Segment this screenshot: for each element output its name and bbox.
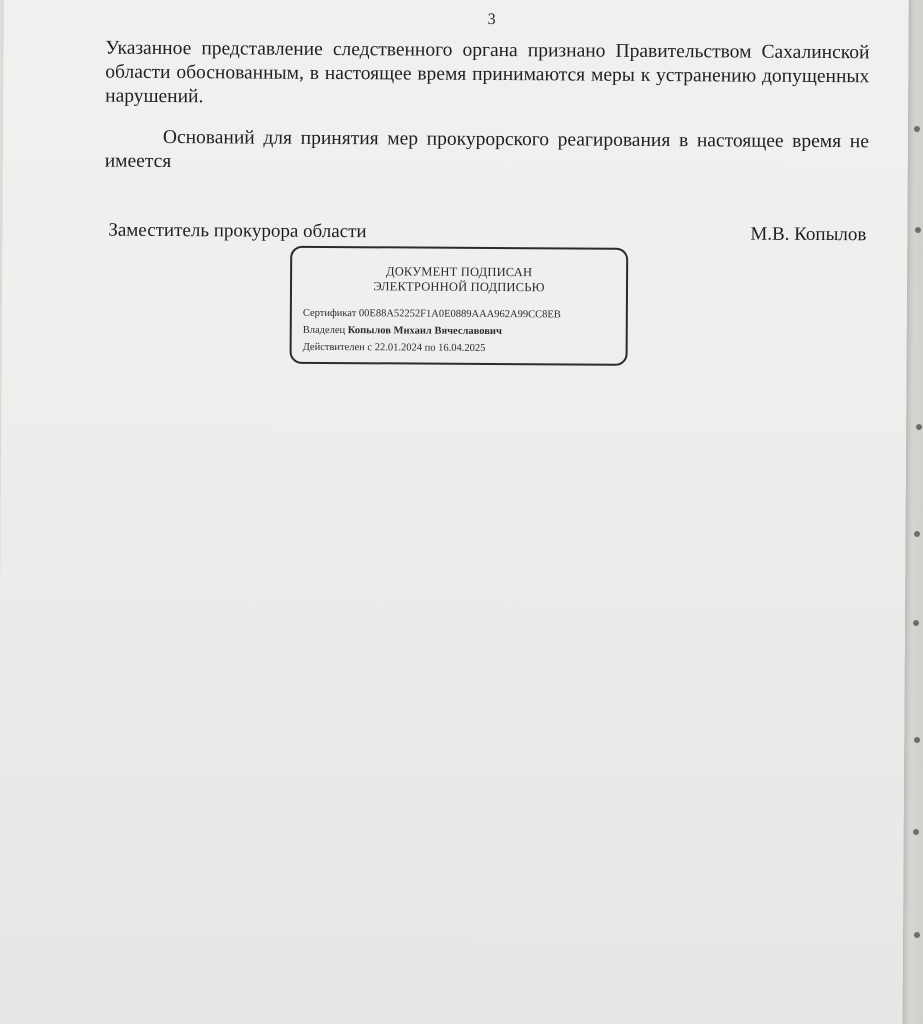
signature-block: [108, 219, 867, 246]
stamp-certificate-label: Сертификат: [302, 307, 357, 320]
binder-dot: [914, 737, 920, 743]
stamp-valid-to-label: по: [424, 342, 436, 354]
stamp-owner-value: Копылов Михаил Вячеславович: [347, 325, 502, 338]
stamp-valid-to: 16.04.2025: [438, 342, 486, 354]
stamp-certificate-value: 00E88A52252F1A0E0889AAA962A99CC8EB: [358, 308, 561, 321]
stamp-valid-label: Действителен с: [302, 341, 373, 354]
electronic-signature-stamp: [290, 246, 629, 366]
stamp-heading-line-1: ДОКУМЕНТ ПОДПИСАН: [385, 264, 533, 280]
binder-dot: [914, 126, 920, 132]
stamp-owner-label: Владелец: [302, 324, 346, 337]
binder-dot: [913, 829, 919, 835]
page-number: 3: [487, 10, 496, 29]
binder-dot: [913, 620, 919, 626]
signer-name: М.В. Копылов: [750, 223, 867, 246]
binder-dot: [915, 227, 921, 233]
body-paragraph-2: Оснований для принятия мер прокурорского реагирования в настоящее время не имеется: [104, 126, 869, 173]
stamp-validity: [303, 342, 486, 354]
binder-dot: [916, 424, 922, 430]
body-paragraph-1: Указанное представление следственного органа признано Правительством Сахалинской области обоснованным, в настоящее время принимаются меры к устранению допущенных нарушений.: [105, 37, 870, 108]
binder-dot: [914, 531, 920, 537]
signer-position: Заместитель прокурора области: [108, 219, 367, 243]
stamp-owner: [303, 325, 502, 337]
binder-dot: [914, 932, 920, 938]
stamp-heading-line-2: ЭЛЕКТРОННОЙ ПОДПИСЬЮ: [373, 279, 545, 295]
stamp-certificate: [303, 308, 561, 321]
stamp-valid-from: 22.01.2024: [374, 342, 422, 354]
